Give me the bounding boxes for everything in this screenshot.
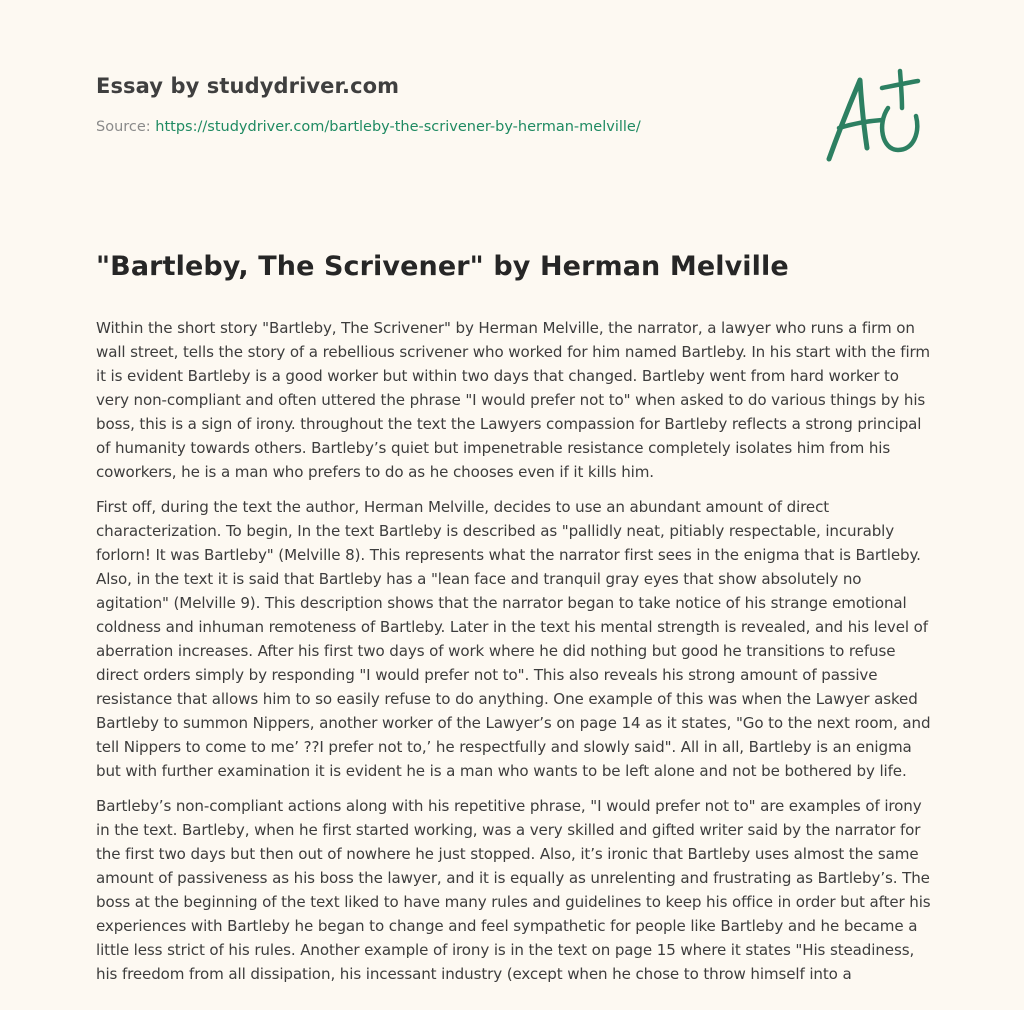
a-plus-grade-icon [822,66,932,166]
source-label: Source: [96,119,151,135]
source-line [96,119,796,135]
essay-body [96,316,932,997]
page-header [96,74,796,135]
essay-paragraph: Bartleby’s non-compliant actions along with his repetitive phrase, "I would prefer not to" are examples of irony in the text. Bartleby, when he first started working, was a very skilled and gifted writer said by the narrator for the first two days but then out of nowhere he just stopped. Also, it’s ironic that Bartleby uses almost the same amount of passiveness as his boss the lawyer, and it is equally as unrelenting and frustrating as Bartleby’s. The boss at the beginning of the text liked to have many rules and guidelines to keep his office in order but after his experiences with Bartleby he began to change and feel sympathetic for people like Bartleby and he became a little less strict of his rules. Another example of irony is in the text on page 15 where it states "His steadiness, his freedom from all dissipation, his incessant industry (except when he chose to throw himself into a [96,797,931,983]
site-title: Essay by studydriver.com [96,74,400,98]
essay-paragraph: First off, during the text the author, Herman Melville, decides to use an abundant amount of direct characterization. To begin, In the text Bartleby is described as "pallidly neat, pitiably respectable, incurably forlorn! It was Bartleby" (Melville 8). This represents what the narrator first sees in the enigma that is Bartleby. Also, in the text it is said that Bartleby has a "lean face and tranquil gray eyes that show absolutely no agitation" (Melville 9). This description shows that the narrator began to take notice of his strange emotional coldness and inhuman remoteness of Bartleby. Later in the text his mental strength is revealed, and his level of aberration increases. After his first two days of work where he did nothing but good he transitions to refuse direct orders simply by responding "I would prefer not to". This also reveals his strong amount of passive resistance that allows him to so easily refuse to do anything. One example of this was when the Lawyer asked Bartleby to summon Nippers, another worker of the Lawyer’s on page 14 as it states, "Go to the next room, and tell Nippers to come to me’ ??I prefer not to,’ he respectfully and slowly said". All in all, Bartleby is an enigma but with further examination it is evident he is a man who wants to be left alone and not be bothered by life. [96,498,931,780]
source-link[interactable]: https://studydriver.com/bartleby-the-scrivener-by-herman-melville/ [155,119,641,135]
essay-paragraph: Within the short story "Bartleby, The Scrivener" by Herman Melville, the narrator, a lawyer who runs a firm on wall street, tells the story of a rebellious scrivener who worked for him named Bartleby. In his start with the firm it is evident Bartleby is a good worker but within two days that changed. Bartleby went from hard worker to very non-compliant and often uttered the phrase "I would prefer not to" when asked to do various things by his boss, this is a sign of irony. throughout the text the Lawyers compassion for Bartleby reflects a strong principal of humanity towards others. Bartleby’s quiet but impenetrable resistance completely isolates him from his coworkers, he is a man who prefers to do as he chooses even if it kills him. [96,319,930,481]
essay-title: "Bartleby, The Scrivener" by Herman Melville [96,251,789,282]
